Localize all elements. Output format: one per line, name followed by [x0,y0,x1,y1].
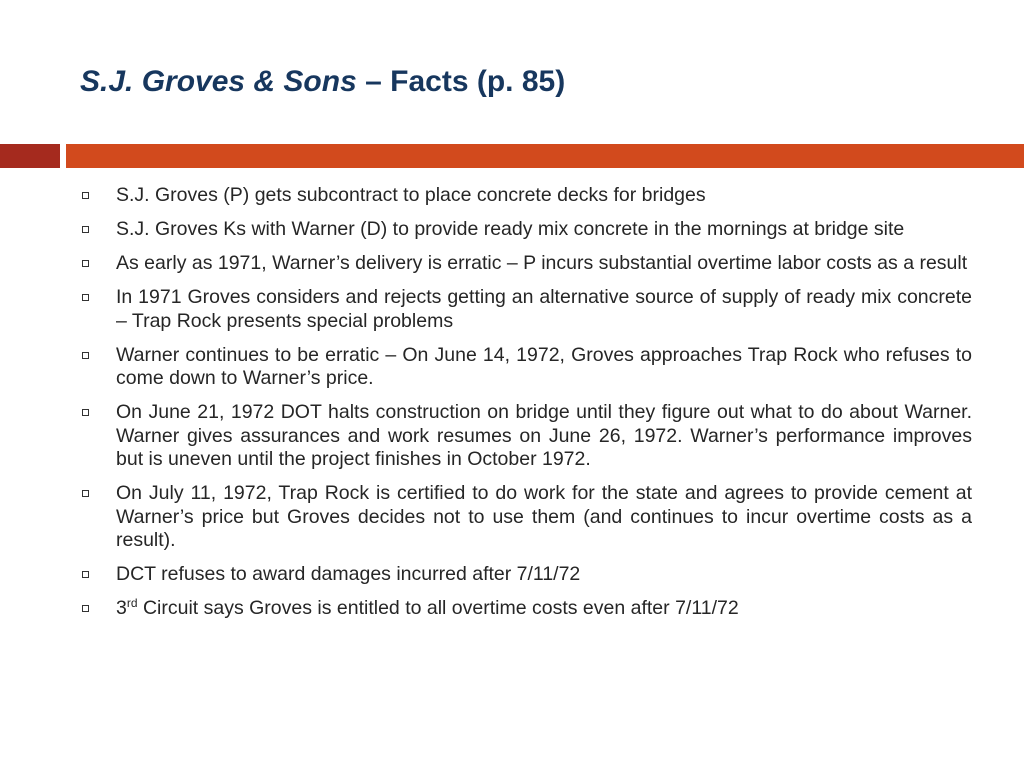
bullet-item [80,597,972,621]
bullet-text: On July 11, 1972, Trap Rock is certified to do work for the state and agrees to provide cement at Warner’s price but Groves decides not to use them (and continues to incur overtime costs as a result). [116,482,972,551]
square-bullet-icon [82,260,89,267]
bullet-ordinal: 3 [116,597,127,619]
bullet-text: S.J. Groves (P) gets subcontract to place concrete decks for bridges [116,184,706,206]
bullet-text: On June 21, 1972 DOT halts construction on bridge until they figure out what to do about Warner. Warner gives assurances and work resumes on June 26, 1972. Warner’s performance improves but is uneven until the project finishes in October 1972. [116,401,972,470]
accent-bar [66,144,1024,168]
square-bullet-icon [82,192,89,199]
bullet-text: Circuit says Groves is entitled to all overtime costs even after 7/11/72 [137,597,739,619]
bullet-text: S.J. Groves Ks with Warner (D) to provide ready mix concrete in the mornings at bridge site [116,218,905,240]
bullet-item [80,563,972,587]
title-case-name: S.J. Groves & Sons [80,65,357,98]
bullet-text: In 1971 Groves considers and rejects getting an alternative source of supply of ready mix concrete – Trap Rock presents special problems [116,286,972,332]
bullet-text: Warner continues to be erratic – On June 14, 1972, Groves approaches Trap Rock who refuses to come down to Warner’s price. [116,343,972,389]
bullet-item [80,401,972,472]
bullet-text: As early as 1971, Warner’s delivery is erratic – P incurs substantial overtime labor costs as a result [116,252,968,274]
bullet-item [80,286,972,333]
bullet-item [80,344,972,391]
bullet-item [80,218,972,242]
accent-bar-dark [0,144,60,168]
square-bullet-icon [82,352,89,359]
square-bullet-icon [82,294,89,301]
bullet-ordinal-suffix: rd [126,596,138,610]
square-bullet-icon [82,490,89,497]
square-bullet-icon [82,226,89,233]
bullet-item [80,184,972,208]
bullet-text: DCT refuses to award damages incurred after 7/11/72 [116,563,581,585]
slide-title [80,62,565,102]
square-bullet-icon [82,571,89,578]
bullet-list [80,184,972,631]
square-bullet-icon [82,409,89,416]
title-suffix: – Facts (p. 85) [356,65,566,98]
square-bullet-icon [82,605,89,612]
bullet-item [80,252,972,276]
bullet-item [80,482,972,553]
